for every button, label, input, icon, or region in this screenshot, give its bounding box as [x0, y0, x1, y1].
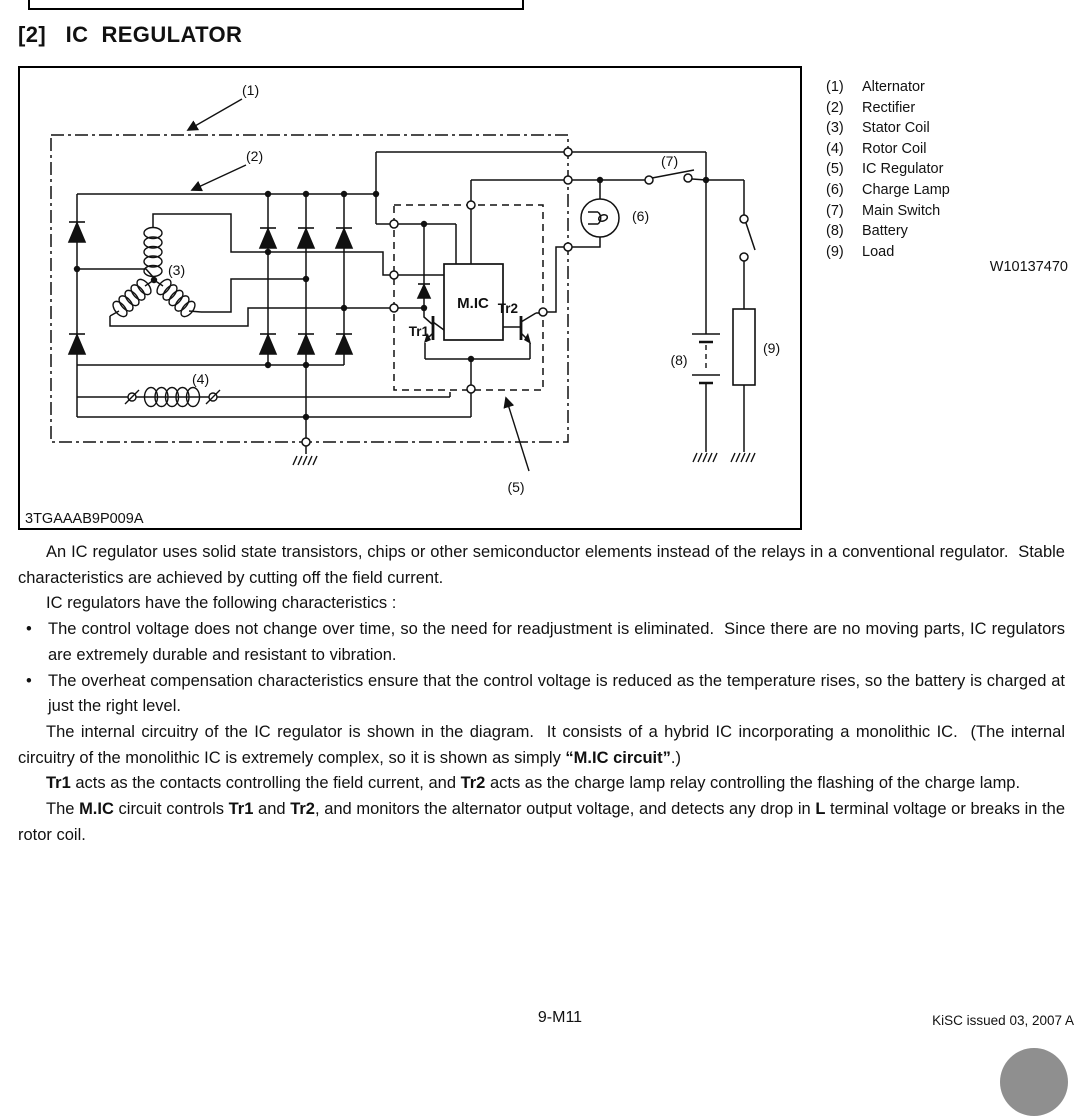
callout-3: (3) [168, 262, 186, 278]
legend-item-label: Alternator [862, 79, 925, 95]
legend-item-label: IC Regulator [862, 161, 944, 178]
callout-7: (7) [661, 153, 679, 169]
battery-icon [692, 334, 720, 383]
legend-item-label: Battery [862, 223, 908, 240]
figure-code: 3TGAAAB9P009A [25, 511, 148, 527]
callout-8: (8) [670, 352, 688, 368]
legend-item-number: (9) [826, 243, 844, 260]
mic-label: M.IC [457, 295, 489, 312]
legend-item-number: (8) [826, 223, 844, 240]
paragraph [18, 797, 1065, 848]
stator-coil [110, 228, 201, 320]
bullet-paragraph [18, 669, 1065, 720]
text-segment: .) [670, 748, 681, 767]
legend-item-number: (1) [826, 79, 844, 95]
legend-item-label: Load [862, 243, 895, 260]
text-segment: , and monitors the alternator output voltage, and detects any drop in [314, 800, 816, 819]
text-segment: acts as the contacts controlling the field current, and [70, 774, 461, 793]
bullet-marker: • [26, 671, 32, 690]
terminal-circles [302, 148, 748, 446]
text-segment: and [253, 800, 291, 819]
legend-item [826, 139, 1068, 160]
circuit-figure-box [18, 66, 802, 530]
paragraph [18, 540, 1065, 591]
legend-item [826, 98, 1068, 119]
legend-item-label: Main Switch [862, 202, 941, 219]
paragraph [18, 720, 1065, 771]
callout-6: (6) [632, 208, 650, 224]
text-segment: The [46, 800, 80, 819]
section-heading: [2] IC REGULATOR [18, 22, 243, 47]
bold-text: Tr2 [460, 774, 486, 793]
load-icon [733, 309, 755, 385]
callout-9: (9) [763, 340, 781, 356]
legend-item [826, 118, 1068, 139]
legend-item-label: Rectifier [862, 99, 916, 116]
legend-item [826, 77, 1068, 98]
text-segment: An IC regulator uses solid state transistors, chips or other semiconductor elements instead of the relays in a conventional regulator. Stable characteristics are achieved by cutting off the field current. [18, 543, 1065, 587]
callout-2: (2) [246, 148, 264, 164]
legend-item-number: (4) [826, 140, 844, 157]
mic-block [444, 264, 503, 340]
ground-icon-load [731, 453, 755, 462]
bullet-marker: • [26, 620, 32, 639]
bold-text: Tr2 [290, 800, 315, 819]
figure-legend [826, 77, 1068, 262]
figure-reference-number: W10137470 [989, 259, 1068, 275]
bold-text: “M.IC circuit” [565, 748, 671, 767]
legend-item-number: (7) [826, 202, 844, 219]
body-text [18, 540, 1065, 848]
callout-4: (4) [192, 371, 210, 387]
paragraph [18, 771, 1065, 797]
bold-text: L [815, 800, 826, 819]
rectifier-diodes [69, 222, 352, 354]
issue-note: KiSC issued 03, 2007 A [932, 1013, 1074, 1028]
bold-text: Tr1 [228, 800, 254, 819]
text-segment: acts as the charge lamp relay controlling the flashing of the charge lamp. [485, 774, 1021, 793]
paragraph [18, 591, 1065, 617]
tr2-label: Tr2 [497, 301, 518, 316]
bold-text: Tr1 [46, 774, 71, 793]
legend-item-number: (5) [826, 161, 844, 178]
bold-text: M.IC [79, 800, 114, 819]
legend-item [826, 201, 1068, 222]
legend-item-number: (3) [826, 120, 844, 137]
scroll-corner-button[interactable] [1000, 1048, 1068, 1116]
text-segment: circuit controls [113, 800, 229, 819]
transistor-tr2 [503, 313, 539, 359]
bullet-paragraph [18, 617, 1065, 668]
previous-section-box-remnant [28, 0, 524, 10]
text-segment: The overheat compensation characteristics ensure that the control voltage is reduced as the temperature rises, so the battery is charged at just the right level. [48, 671, 1065, 716]
text-segment: The control voltage does not change over time, so the need for readjustment is eliminated. Since there are no moving parts, IC regulators are extremely durable and resistant to vibration. [48, 620, 1065, 664]
ground-icon-battery [693, 453, 717, 462]
legend-item-label: Rotor Coil [862, 140, 927, 157]
page-number: 9-M11 [537, 1009, 583, 1026]
callout-1: (1) [242, 82, 260, 98]
zener-diode-icon [418, 284, 430, 298]
text-segment: IC regulators have the following characteristics : [46, 594, 397, 613]
legend-item [826, 180, 1068, 201]
text-segment: terminal voltage or breaks in the rotor coil. [18, 800, 1065, 844]
callout-5: (5) [507, 479, 525, 495]
legend-item-number: (6) [826, 181, 844, 198]
circuit-diagram [20, 68, 796, 524]
legend-item-label: Charge Lamp [862, 181, 950, 198]
legend-item [826, 159, 1068, 180]
text-segment: The internal circuitry of the IC regulator is shown in the diagram. It consists of a hybrid IC incorporating a monolithic IC. (The internal circuitry of the monolithic IC is extremely complex, so it is shown as simply [18, 722, 1065, 767]
tr1-label: Tr1 [408, 324, 429, 339]
ground-icon-alternator [293, 456, 317, 465]
legend-item [826, 221, 1068, 242]
charge-lamp-icon [581, 199, 619, 237]
legend-item-label: Stator Coil [862, 120, 930, 137]
legend-item-number: (2) [826, 99, 844, 116]
